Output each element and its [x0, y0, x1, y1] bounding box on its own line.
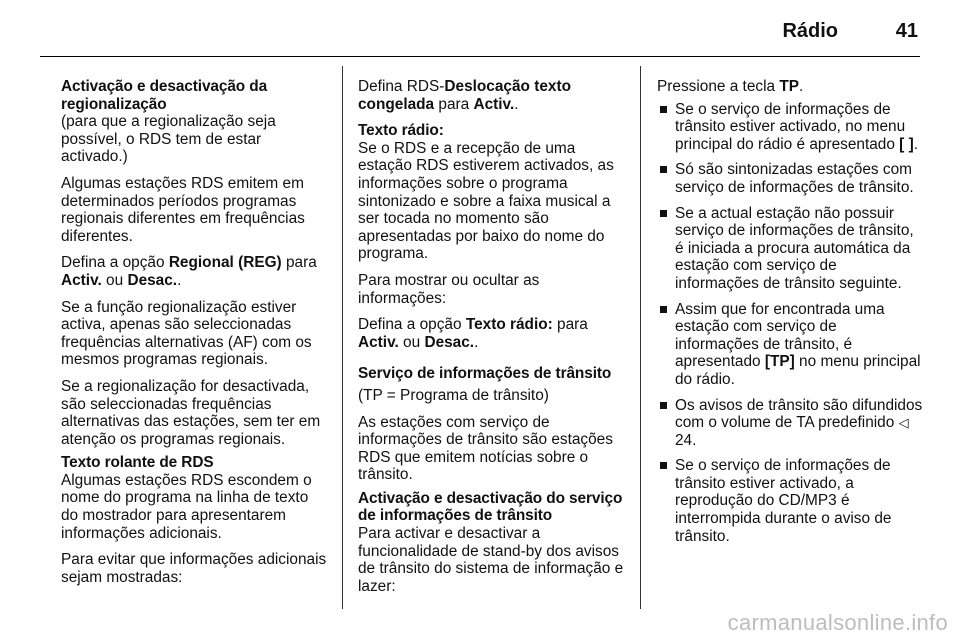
list-item: Se o serviço de informações de trânsito estiver activado, no menu principal do rádio é apresentado [ ].: [657, 101, 923, 154]
section-heading: Texto rolante de RDS: [61, 454, 214, 472]
option-value: Desac.: [424, 333, 475, 351]
option-value: Activ.: [473, 95, 515, 113]
column-1: [61, 78, 327, 595]
paragraph: (TP = Programa de trânsito): [358, 386, 549, 404]
bullet-square-icon: [660, 166, 667, 173]
option-value: Desac.: [127, 271, 178, 289]
bullet-square-icon: [660, 210, 667, 217]
bullet-square-icon: [660, 306, 667, 313]
paragraph: Defina a opção Regional (REG) para Activ. ou Desac..: [61, 254, 317, 289]
list-item: Se o serviço de informações de trânsito estiver activado, a reprodução do CD/MP3 é interrompida durante o aviso de trânsito.: [657, 457, 923, 545]
paragraph: Para evitar que informações adicionais sejam mostradas:: [61, 551, 327, 586]
page-reference-arrow-icon: ◁: [898, 415, 909, 431]
paragraph: Para mostrar ou ocultar as informações:: [358, 271, 540, 307]
bullet-square-icon: [660, 462, 667, 469]
key-name: TP: [779, 78, 800, 95]
option-value: Activ.: [358, 333, 399, 351]
section-heading: Serviço de informações de trânsito: [358, 365, 612, 383]
paragraph: Se a função regionalização estiver activa, apenas são seleccionadas frequências alternativas (AF) com os mesmos programas regionais.: [61, 298, 312, 369]
bullet-list: [657, 101, 923, 546]
list-item: Só são sintonizadas estações com serviço de informações de trânsito.: [657, 161, 923, 196]
list-item: Se a actual estação não possuir serviço de informações de trânsito, é iniciada a procura automática da estação com serviço de informações de trânsito seguinte.: [657, 205, 923, 293]
column-3: [657, 78, 923, 553]
bullet-square-icon: [660, 106, 667, 113]
paragraph: (para que a regionalização seja possível, o RDS tem de estar activado.): [61, 113, 276, 166]
page-header: [40, 12, 920, 57]
bullet-square-icon: [660, 402, 667, 409]
column-divider: [342, 66, 343, 609]
paragraph: Defina RDS-Deslocação texto congelada para Activ..: [358, 78, 571, 113]
page-number: 41: [895, 20, 918, 42]
column-divider: [640, 66, 641, 609]
option-value: Activ.: [61, 271, 102, 289]
paragraph: Se o RDS e a recepção de uma estação RDS estiverem activados, as informações sobre o programa sintonizado e sobre a faixa musical a ser tocada no momento são apresentadas por baixo do nome do programa.: [358, 139, 614, 263]
paragraph: Algumas estações RDS emitem em determinados períodos programas regionais diferentes em frequências diferentes.: [61, 174, 305, 245]
paragraph: Algumas estações RDS escondem o nome do programa na linha de texto do mostrador para apresentarem informações adicionais.: [61, 471, 312, 542]
section-heading: Activação e desactivação do serviço de informações de trânsito: [358, 489, 623, 525]
paragraph: As estações com serviço de informações de trânsito são estações RDS que emitem notícias sobre o trânsito.: [358, 413, 613, 484]
option-name: Regional (REG): [168, 254, 282, 272]
paragraph: Defina a opção Texto rádio: para Activ. ou Desac..: [358, 316, 588, 351]
paragraph: Pressione a tecla TP.: [657, 78, 804, 95]
column-2: [358, 78, 630, 604]
list-item: Os avisos de trânsito são difundidos com o volume de TA predefinido ◁ 24.: [657, 397, 923, 450]
option-name: Texto rádio:: [465, 316, 553, 334]
section-heading: Activação e desactivação da regionalização: [61, 78, 268, 113]
option-name: Deslocação texto congelada: [358, 78, 571, 113]
section-heading: Texto rádio:: [358, 122, 444, 140]
paragraph: Para activar e desactivar a funcionalidade de stand-by dos avisos de trânsito do sistema de informação e lazer:: [358, 525, 624, 595]
page-title: Rádio: [782, 20, 838, 42]
paragraph: Se a regionalização for desactivada, são seleccionadas frequências alternativas das estações, sem ter em atenção os programas regionais.: [61, 377, 321, 448]
watermark: carmanualsonline.info: [727, 610, 948, 635]
list-item: Assim que for encontrada uma estação com serviço de informações de trânsito, é apresentado [TP] no menu principal do rádio.: [657, 301, 923, 389]
